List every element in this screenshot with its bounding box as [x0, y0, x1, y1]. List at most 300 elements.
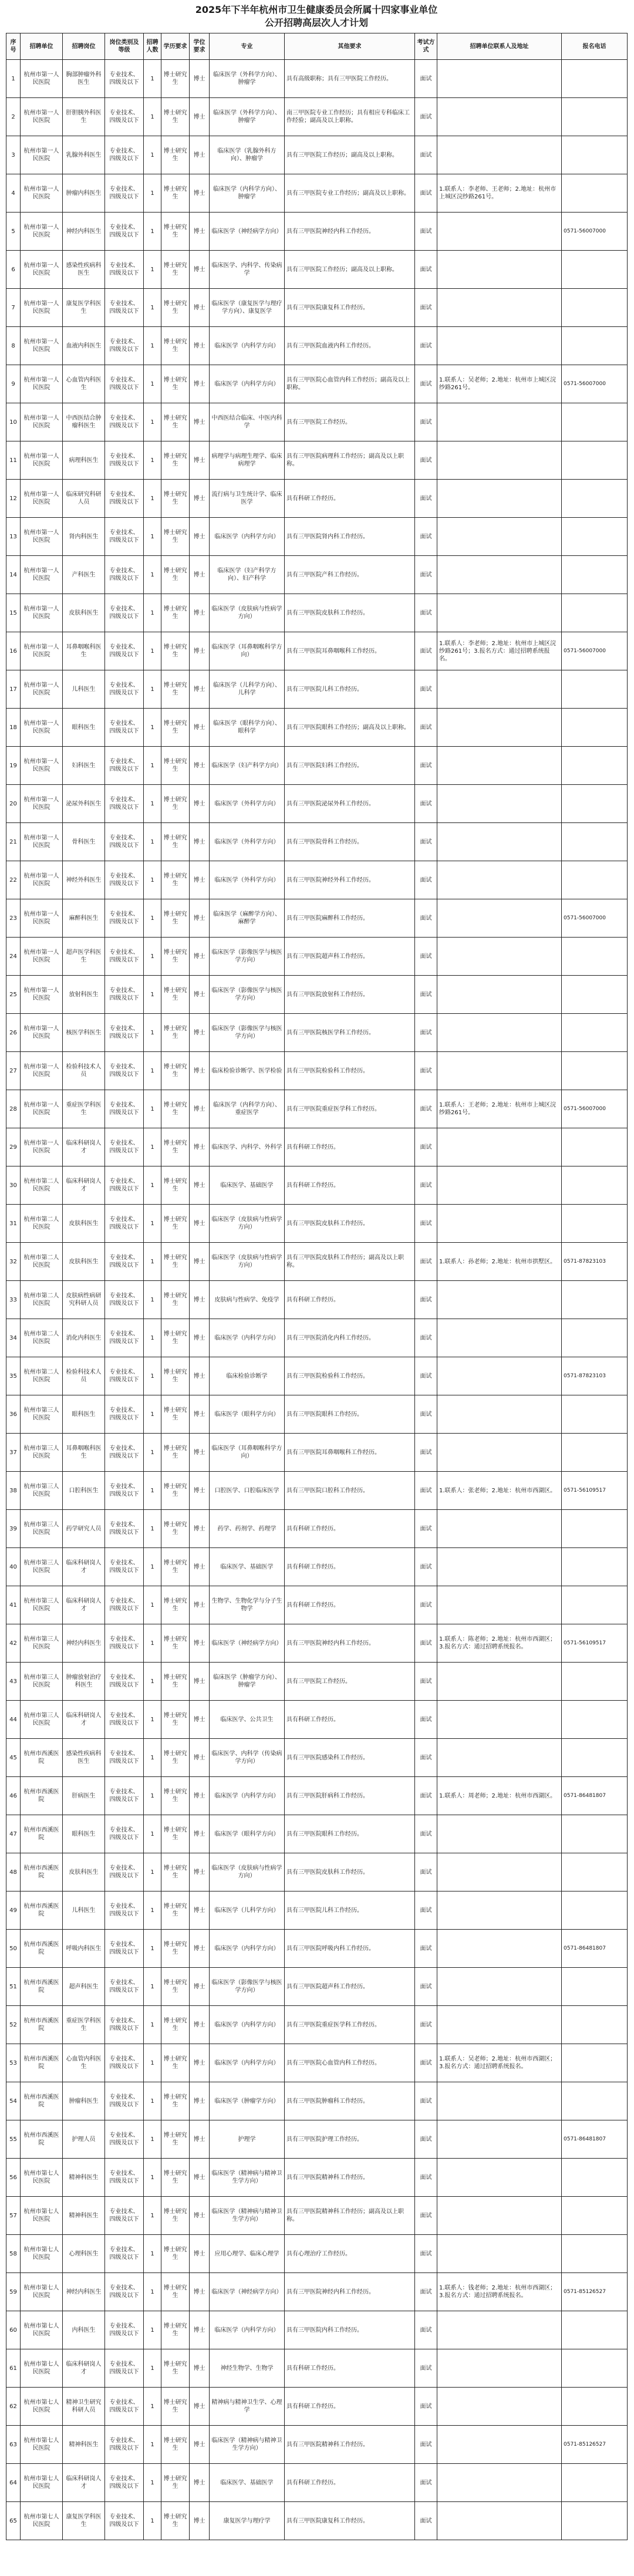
cell-phone [562, 2159, 628, 2197]
cell-major: 临床医学（神经病学方向） [210, 2273, 285, 2311]
cell-count: 1 [144, 1243, 161, 1281]
cell-category: 专业技术、四级及以下 [105, 1663, 144, 1701]
cell-degree: 博士 [190, 1777, 210, 1815]
cell-count: 1 [144, 1434, 161, 1472]
cell-category: 专业技术、四级及以下 [105, 518, 144, 556]
cell-category: 专业技术、四级及以下 [105, 2120, 144, 2159]
cell-no: 55 [6, 2120, 21, 2159]
cell-unit: 杭州市第七人民医院 [21, 2197, 63, 2235]
cell-exam: 面试 [415, 2464, 437, 2502]
cell-phone [562, 480, 628, 518]
cell-education: 博士研究生 [161, 1357, 190, 1395]
cell-education: 博士研究生 [161, 670, 190, 709]
cell-education: 博士研究生 [161, 1319, 190, 1357]
cell-post: 临床科研岗人才 [63, 2349, 105, 2388]
cell-category: 专业技术、四级及以下 [105, 1395, 144, 1434]
cell-category: 专业技术、四级及以下 [105, 1815, 144, 1853]
cell-degree: 博士 [190, 1395, 210, 1434]
cell-degree: 博士 [190, 1968, 210, 2006]
cell-contact [437, 2311, 562, 2349]
cell-education: 博士研究生 [161, 98, 190, 136]
cell-major: 神经生物学、生物学 [210, 2349, 285, 2388]
cell-requirements: 具有高级职称；具有三甲医院工作经历。 [285, 60, 415, 98]
cell-contact [437, 2388, 562, 2426]
table-row [6, 2197, 628, 2235]
cell-unit: 杭州市第二人民医院 [21, 1205, 63, 1243]
cell-unit: 杭州市第三人民医院 [21, 1624, 63, 1663]
cell-requirements: 具有三甲医院呼吸内科工作经历。 [285, 1930, 415, 1968]
cell-requirements: 具有三甲医院感染科工作经历。 [285, 1739, 415, 1777]
cell-no: 4 [6, 174, 21, 213]
cell-unit: 杭州市第一人民医院 [21, 823, 63, 861]
cell-category: 专业技术、四级及以下 [105, 594, 144, 632]
cell-requirements: 具有三甲医院产科工作经历。 [285, 556, 415, 594]
cell-major: 临床医学（麻醉学方向）、麻醉学 [210, 899, 285, 938]
cell-major: 临床医学（外科学方向）、肿瘤学 [210, 60, 285, 98]
cell-contact [437, 2464, 562, 2502]
cell-education: 博士研究生 [161, 2197, 190, 2235]
cell-contact [437, 1968, 562, 2006]
cell-unit: 杭州市第一人民医院 [21, 670, 63, 709]
cell-no: 49 [6, 1891, 21, 1930]
cell-no: 29 [6, 1128, 21, 1166]
cell-post: 药学研究人员 [63, 1510, 105, 1548]
cell-major: 临床医学（影像医学与核医学方向） [210, 1968, 285, 2006]
cell-post: 呼吸内科医生 [63, 1930, 105, 1968]
cell-requirements: 具有三甲医院重症医学科工作经历。 [285, 1090, 415, 1128]
cell-count: 1 [144, 2273, 161, 2311]
cell-education: 博士研究生 [161, 1128, 190, 1166]
cell-count: 1 [144, 1090, 161, 1128]
cell-phone [562, 938, 628, 976]
cell-phone [562, 2311, 628, 2349]
table-row [6, 1357, 628, 1395]
cell-count: 1 [144, 1891, 161, 1930]
cell-requirements: 具有科研工作经历。 [285, 2464, 415, 2502]
cell-phone [562, 1853, 628, 1891]
cell-requirements: 具有三甲医院眼科工作经历。 [285, 1815, 415, 1853]
cell-category: 专业技术、四级及以下 [105, 1090, 144, 1128]
table-row [6, 2349, 628, 2388]
table-row [6, 861, 628, 899]
table-row [6, 2159, 628, 2197]
cell-contact [437, 1586, 562, 1624]
cell-education: 博士研究生 [161, 441, 190, 480]
cell-exam: 面试 [415, 556, 437, 594]
cell-category: 专业技术、四级及以下 [105, 2159, 144, 2197]
cell-exam: 面试 [415, 1968, 437, 2006]
cell-category: 专业技术、四级及以下 [105, 1014, 144, 1052]
cell-post: 临床科研岗人才 [63, 1548, 105, 1586]
cell-post: 肾内科医生 [63, 518, 105, 556]
cell-no: 27 [6, 1052, 21, 1090]
cell-exam: 面试 [415, 861, 437, 899]
cell-exam: 面试 [415, 1166, 437, 1205]
cell-count: 1 [144, 938, 161, 976]
table-row [6, 251, 628, 289]
cell-phone: 0571-56007000 [562, 899, 628, 938]
cell-count: 1 [144, 2311, 161, 2349]
cell-degree: 博士 [190, 899, 210, 938]
cell-major: 临床医学（神经病学方向） [210, 213, 285, 251]
cell-phone [562, 1701, 628, 1739]
cell-requirements: 具有三甲医院工作经历；副高及以上职称。 [285, 136, 415, 174]
cell-post: 重症医学科医生 [63, 1090, 105, 1128]
table-row [6, 2082, 628, 2120]
cell-category: 专业技术、四级及以下 [105, 2502, 144, 2540]
cell-major: 临床医学（皮肤病与性病学方向） [210, 1243, 285, 1281]
cell-post: 心血管内科医生 [63, 2044, 105, 2082]
cell-category: 专业技术、四级及以下 [105, 2388, 144, 2426]
table-row [6, 1014, 628, 1052]
cell-unit: 杭州市西溪医院 [21, 1930, 63, 1968]
cell-degree: 博士 [190, 480, 210, 518]
cell-unit: 杭州市第七人民医院 [21, 2388, 63, 2426]
table-row [6, 2120, 628, 2159]
cell-no: 25 [6, 976, 21, 1014]
cell-major: 临床检验诊断学 [210, 1357, 285, 1395]
cell-contact [437, 1434, 562, 1472]
cell-major: 临床医学（皮肤病与性病学方向） [210, 594, 285, 632]
cell-degree: 博士 [190, 1014, 210, 1052]
cell-exam: 面试 [415, 2082, 437, 2120]
cell-degree: 博士 [190, 556, 210, 594]
cell-major: 临床医学（康复医学与理疗学方向）、康复医学 [210, 289, 285, 327]
cell-contact [437, 594, 562, 632]
header-post: 招聘岗位 [63, 33, 105, 60]
cell-phone [562, 1281, 628, 1319]
cell-major: 临床医学（内科学方向）、肿瘤学 [210, 174, 285, 213]
cell-no: 59 [6, 2273, 21, 2311]
cell-unit: 杭州市第一人民医院 [21, 861, 63, 899]
cell-education: 博士研究生 [161, 2311, 190, 2349]
cell-no: 48 [6, 1853, 21, 1891]
cell-degree: 博士 [190, 2502, 210, 2540]
table-row [6, 2235, 628, 2273]
cell-major: 临床医学（内科学方向） [210, 2044, 285, 2082]
table-row [6, 2044, 628, 2082]
table-row [6, 594, 628, 632]
cell-major: 临床医学（眼科学方向） [210, 1395, 285, 1434]
cell-phone [562, 2082, 628, 2120]
cell-degree: 博士 [190, 1166, 210, 1205]
cell-contact: 1.联系人：吴老师；2.地址：杭州市上城区浣纱路261号。 [437, 365, 562, 403]
cell-no: 31 [6, 1205, 21, 1243]
cell-count: 1 [144, 1052, 161, 1090]
cell-contact [437, 709, 562, 747]
cell-contact [437, 785, 562, 823]
cell-degree: 博士 [190, 1510, 210, 1548]
cell-post: 检验科技术人员 [63, 1357, 105, 1395]
cell-post: 皮肤科医生 [63, 1205, 105, 1243]
cell-requirements: 具有三甲医院肿瘤科工作经历。 [285, 2082, 415, 2120]
cell-major: 临床医学（眼科学方向）、眼科学 [210, 709, 285, 747]
recruitment-table [6, 33, 628, 2540]
cell-category: 专业技术、四级及以下 [105, 709, 144, 747]
cell-phone: 0571-85126527 [562, 2273, 628, 2311]
cell-count: 1 [144, 174, 161, 213]
cell-post: 眼科医生 [63, 709, 105, 747]
cell-education: 博士研究生 [161, 480, 190, 518]
cell-phone [562, 1319, 628, 1357]
table-row [6, 2311, 628, 2349]
cell-contact [437, 1548, 562, 1586]
cell-phone: 0571-87823103 [562, 1357, 628, 1395]
cell-no: 9 [6, 365, 21, 403]
cell-phone [562, 2197, 628, 2235]
cell-education: 博士研究生 [161, 1090, 190, 1128]
cell-no: 37 [6, 1434, 21, 1472]
cell-post: 精神卫生研究科研人员 [63, 2388, 105, 2426]
cell-no: 41 [6, 1586, 21, 1624]
cell-education: 博士研究生 [161, 1052, 190, 1090]
cell-requirements: 具有三甲医院核医学科工作经历。 [285, 1014, 415, 1052]
cell-degree: 博士 [190, 785, 210, 823]
cell-requirements: 具有三甲医院心血管内科工作经历；副高及以上职称。 [285, 365, 415, 403]
cell-phone [562, 670, 628, 709]
cell-major: 中西医结合临床、中医内科学 [210, 403, 285, 441]
cell-category: 专业技术、四级及以下 [105, 2006, 144, 2044]
cell-degree: 博士 [190, 2311, 210, 2349]
cell-post: 心血管内科医生 [63, 365, 105, 403]
cell-degree: 博士 [190, 2273, 210, 2311]
cell-education: 博士研究生 [161, 289, 190, 327]
cell-degree: 博士 [190, 747, 210, 785]
cell-post: 神经外科医生 [63, 861, 105, 899]
cell-degree: 博士 [190, 1090, 210, 1128]
cell-education: 博士研究生 [161, 327, 190, 365]
cell-count: 1 [144, 1548, 161, 1586]
cell-unit: 杭州市第七人民医院 [21, 2235, 63, 2273]
table-row [6, 174, 628, 213]
cell-requirements: 具有三甲医院专业工作经历；副高及以上职称。 [285, 174, 415, 213]
cell-contact [437, 2349, 562, 2388]
cell-exam: 面试 [415, 2044, 437, 2082]
cell-contact [437, 1052, 562, 1090]
header-exam: 考试方式 [415, 33, 437, 60]
cell-education: 博士研究生 [161, 709, 190, 747]
cell-count: 1 [144, 2197, 161, 2235]
cell-major: 临床医学（妇产科学方向）、妇产科学 [210, 556, 285, 594]
cell-unit: 杭州市第三人民医院 [21, 1472, 63, 1510]
document-title-line2: 公开招聘高层次人才计划 [264, 17, 368, 28]
cell-exam: 面试 [415, 1472, 437, 1510]
cell-degree: 博士 [190, 976, 210, 1014]
cell-exam: 面试 [415, 327, 437, 365]
cell-requirements: 具有三甲医院检验科工作经历。 [285, 1052, 415, 1090]
cell-phone [562, 1739, 628, 1777]
cell-no: 35 [6, 1357, 21, 1395]
cell-education: 博士研究生 [161, 632, 190, 670]
cell-exam: 面试 [415, 1395, 437, 1434]
table-row [6, 2464, 628, 2502]
cell-category: 专业技术、四级及以下 [105, 2197, 144, 2235]
cell-no: 1 [6, 60, 21, 98]
cell-post: 重症医学科医生 [63, 2006, 105, 2044]
cell-major: 临床医学（皮肤病与性病学方向） [210, 1205, 285, 1243]
cell-requirements: 具有三甲医院心血管内科工作经历。 [285, 2044, 415, 2082]
cell-count: 1 [144, 1319, 161, 1357]
cell-degree: 博士 [190, 2044, 210, 2082]
table-row [6, 899, 628, 938]
cell-degree: 博士 [190, 1701, 210, 1739]
cell-major: 临床医学（内科学方向） [210, 365, 285, 403]
cell-major: 临床检验诊断学、医学检验 [210, 1052, 285, 1090]
cell-no: 11 [6, 441, 21, 480]
cell-requirements: 具有三甲医院精神科工作经历。 [285, 2426, 415, 2464]
cell-no: 46 [6, 1777, 21, 1815]
cell-exam: 面试 [415, 785, 437, 823]
cell-education: 博士研究生 [161, 823, 190, 861]
cell-exam: 面试 [415, 480, 437, 518]
cell-count: 1 [144, 2120, 161, 2159]
cell-degree: 博士 [190, 1205, 210, 1243]
cell-exam: 面试 [415, 1090, 437, 1128]
cell-exam: 面试 [415, 1624, 437, 1663]
cell-phone [562, 251, 628, 289]
cell-phone: 0571-86481807 [562, 1930, 628, 1968]
cell-major: 口腔医学、口腔临床医学 [210, 1472, 285, 1510]
cell-major: 皮肤病与性病学、免疫学 [210, 1281, 285, 1319]
cell-no: 16 [6, 632, 21, 670]
cell-unit: 杭州市西溪医院 [21, 1891, 63, 1930]
cell-education: 博士研究生 [161, 1777, 190, 1815]
cell-degree: 博士 [190, 518, 210, 556]
cell-degree: 博士 [190, 2235, 210, 2273]
cell-phone [562, 1663, 628, 1701]
cell-count: 1 [144, 785, 161, 823]
cell-unit: 杭州市第一人民医院 [21, 213, 63, 251]
cell-post: 肝胆胰外科医生 [63, 98, 105, 136]
cell-exam: 面试 [415, 2235, 437, 2273]
cell-category: 专业技术、四级及以下 [105, 938, 144, 976]
cell-degree: 博士 [190, 2082, 210, 2120]
cell-category: 专业技术、四级及以下 [105, 1472, 144, 1510]
cell-no: 15 [6, 594, 21, 632]
cell-degree: 博士 [190, 1586, 210, 1624]
cell-count: 1 [144, 1777, 161, 1815]
cell-education: 博士研究生 [161, 403, 190, 441]
cell-phone: 0571-56007000 [562, 632, 628, 670]
cell-education: 博士研究生 [161, 1586, 190, 1624]
cell-phone: 0571-56007000 [562, 365, 628, 403]
cell-requirements: 具有三甲医院肝病科工作经历。 [285, 1777, 415, 1815]
cell-post: 超声科医生 [63, 1968, 105, 2006]
cell-major: 临床医学（内科学方向） [210, 1777, 285, 1815]
cell-education: 博士研究生 [161, 251, 190, 289]
cell-post: 感染性疾病科医生 [63, 1739, 105, 1777]
header-unit: 招聘单位 [21, 33, 63, 60]
cell-count: 1 [144, 1739, 161, 1777]
cell-category: 专业技术、四级及以下 [105, 823, 144, 861]
table-row [6, 1281, 628, 1319]
cell-no: 50 [6, 1930, 21, 1968]
cell-count: 1 [144, 403, 161, 441]
cell-education: 博士研究生 [161, 1624, 190, 1663]
cell-post: 临床科研岗人才 [63, 1128, 105, 1166]
cell-phone [562, 327, 628, 365]
cell-exam: 面试 [415, 1815, 437, 1853]
table-row [6, 365, 628, 403]
table-row [6, 1968, 628, 2006]
cell-requirements: 具有科研工作经历。 [285, 1548, 415, 1586]
cell-requirements: 具有三甲医院耳鼻咽喉科工作经历。 [285, 632, 415, 670]
cell-degree: 博士 [190, 403, 210, 441]
cell-no: 40 [6, 1548, 21, 1586]
cell-category: 专业技术、四级及以下 [105, 1853, 144, 1891]
cell-category: 专业技术、四级及以下 [105, 365, 144, 403]
header-count: 招聘人数 [144, 33, 161, 60]
cell-category: 专业技术、四级及以下 [105, 98, 144, 136]
cell-exam: 面试 [415, 1510, 437, 1548]
cell-category: 专业技术、四级及以下 [105, 556, 144, 594]
cell-education: 博士研究生 [161, 861, 190, 899]
cell-requirements: 具有三甲医院儿科工作经历。 [285, 1891, 415, 1930]
cell-requirements: 具有科研工作经历。 [285, 1281, 415, 1319]
cell-degree: 博士 [190, 1853, 210, 1891]
cell-unit: 杭州市第一人民医院 [21, 518, 63, 556]
cell-education: 博士研究生 [161, 60, 190, 98]
cell-education: 博士研究生 [161, 1434, 190, 1472]
table-row [6, 1930, 628, 1968]
cell-major: 精神病与精神卫生学、心理学 [210, 2388, 285, 2426]
cell-exam: 面试 [415, 213, 437, 251]
cell-phone [562, 1815, 628, 1853]
table-row [6, 98, 628, 136]
cell-phone [562, 60, 628, 98]
cell-count: 1 [144, 823, 161, 861]
cell-education: 博士研究生 [161, 1014, 190, 1052]
cell-education: 博士研究生 [161, 2426, 190, 2464]
cell-no: 64 [6, 2464, 21, 2502]
cell-major: 临床医学（儿科学方向） [210, 1891, 285, 1930]
cell-major: 药学、药剂学、药理学 [210, 1510, 285, 1548]
cell-exam: 面试 [415, 1434, 437, 1472]
cell-post: 康复医学科医生 [63, 2502, 105, 2540]
cell-requirements: 具有三甲医院精神科工作经历。 [285, 2159, 415, 2197]
cell-unit: 杭州市第一人民医院 [21, 632, 63, 670]
cell-post: 感染性疾病科医生 [63, 251, 105, 289]
cell-category: 专业技术、四级及以下 [105, 251, 144, 289]
cell-exam: 面试 [415, 2159, 437, 2197]
cell-degree: 博士 [190, 1357, 210, 1395]
cell-unit: 杭州市第七人民医院 [21, 2502, 63, 2540]
cell-requirements: 具有三甲医院泌尿外科工作经历。 [285, 785, 415, 823]
cell-degree: 博士 [190, 2426, 210, 2464]
cell-unit: 杭州市第一人民医院 [21, 1014, 63, 1052]
cell-exam: 面试 [415, 709, 437, 747]
cell-count: 1 [144, 670, 161, 709]
cell-contact: 1.联系人：孙老师；2.地址：杭州市拱墅区。 [437, 1243, 562, 1281]
cell-count: 1 [144, 2426, 161, 2464]
header-major: 专业 [210, 33, 285, 60]
cell-requirements: 具有科研工作经历。 [285, 1586, 415, 1624]
cell-count: 1 [144, 861, 161, 899]
cell-major: 临床医学（外科学方向）、肿瘤学 [210, 98, 285, 136]
cell-major: 临床医学、内科学、外科学 [210, 1128, 285, 1166]
cell-requirements: 具有三甲医院皮肤科工作经历；副高及以上职称。 [285, 1243, 415, 1281]
cell-requirements: 具有三甲医院康复科工作经历。 [285, 2502, 415, 2540]
table-row [6, 1624, 628, 1663]
cell-count: 1 [144, 632, 161, 670]
cell-requirements: 具有三甲医院神经内科工作经历。 [285, 2273, 415, 2311]
cell-no: 36 [6, 1395, 21, 1434]
cell-education: 博士研究生 [161, 1395, 190, 1434]
cell-post: 眼科医生 [63, 1395, 105, 1434]
cell-contact: 1.联系人：吴老师；2.地址：杭州市西湖区；3.报名方式：通过招聘系统报名。 [437, 2044, 562, 2082]
cell-phone [562, 136, 628, 174]
cell-exam: 面试 [415, 976, 437, 1014]
